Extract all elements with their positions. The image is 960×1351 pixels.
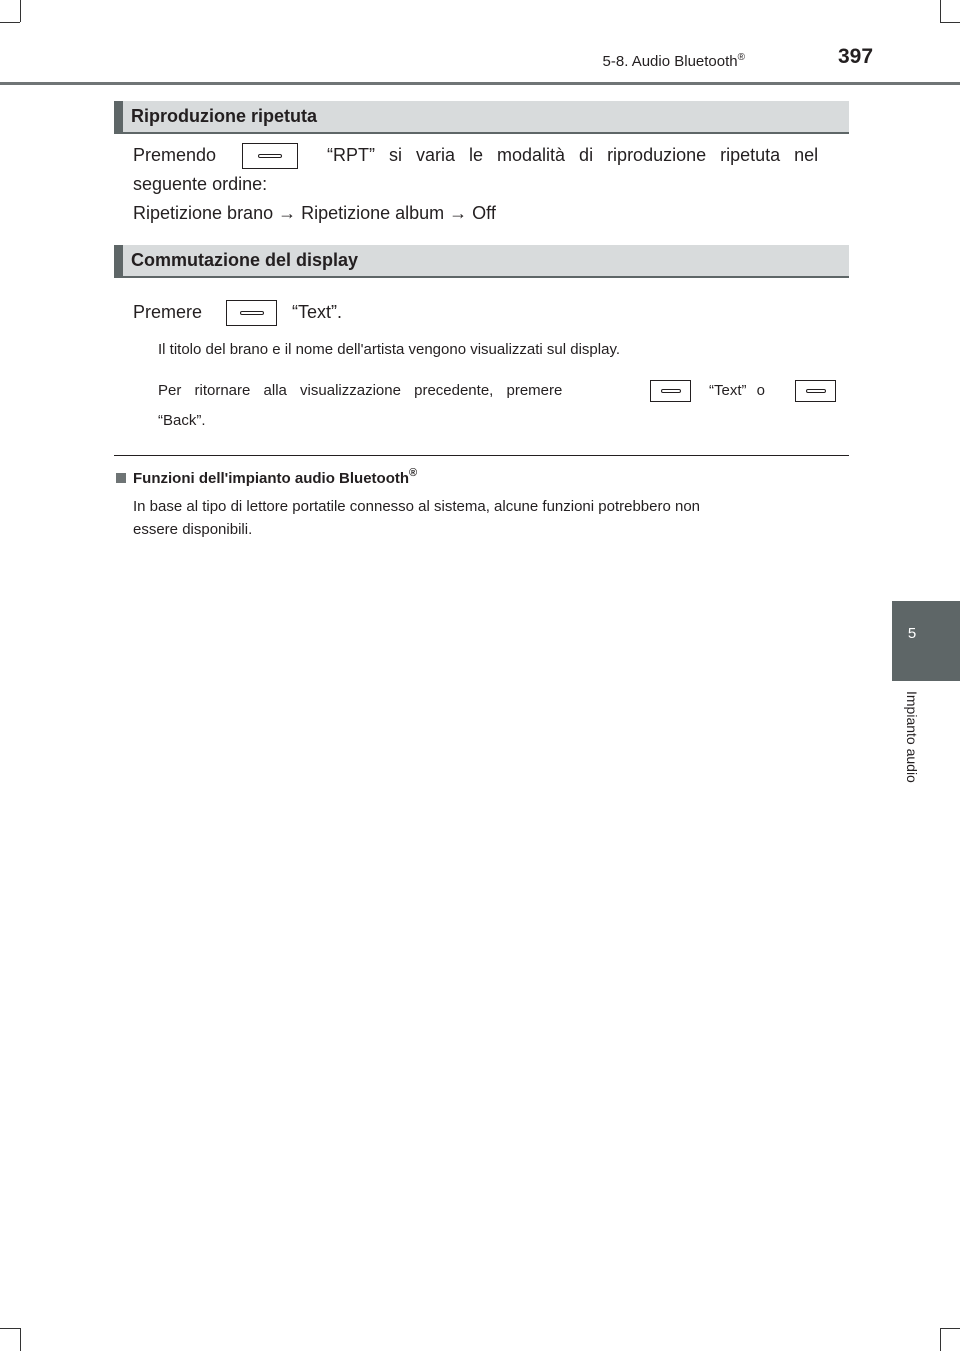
text-button-icon: [650, 380, 691, 402]
section-title: 5-8. Audio Bluetooth: [602, 53, 738, 70]
body-text: seguente ordine:: [133, 174, 268, 194]
registered-mark: ®: [409, 467, 418, 479]
chapter-tab-label: [892, 681, 932, 831]
crop-mark: [940, 0, 941, 22]
note-text: Il titolo del brano e il nome dell'artista vengono visualizzati sul display.: [158, 341, 620, 358]
note-text: “Back”.: [158, 412, 206, 429]
crop-mark: [940, 22, 960, 23]
section-heading-repeat: [114, 101, 849, 134]
body-text: Premendo: [133, 145, 217, 165]
section-heading-text: Commutazione del display: [131, 250, 359, 270]
note-text: “Text” o: [709, 382, 766, 399]
note-text: Per ritornare alla visualizzazione precedente, premere: [158, 382, 563, 399]
body-text: “Text”.: [292, 302, 343, 322]
info-title-text: Funzioni dell'impianto audio Bluetooth: [133, 470, 410, 487]
header-rule: [0, 82, 960, 85]
chapter-tab: [892, 601, 960, 681]
crop-mark: [20, 0, 21, 22]
section-heading-text: Riproduzione ripetuta: [131, 106, 317, 126]
page-number: 397: [838, 45, 874, 68]
crop-mark: [0, 22, 20, 23]
body-text: Premere: [133, 302, 203, 322]
registered-mark: ®: [737, 52, 745, 63]
chapter-label-text: Impianto audio: [904, 691, 920, 783]
running-header: [603, 52, 745, 70]
heading-accent: [114, 101, 123, 132]
bullet-square-icon: [116, 473, 126, 483]
info-title: [133, 467, 417, 487]
back-button-icon: [795, 380, 836, 402]
crop-mark: [20, 1328, 21, 1351]
section-heading-display: [114, 245, 849, 278]
divider: [114, 455, 849, 456]
info-body: essere disponibili.: [133, 521, 253, 538]
body-text: Ripetizione brano → Ripetizione album → Off: [133, 203, 496, 223]
chapter-number: 5: [907, 625, 917, 642]
rpt-button-icon: [242, 143, 298, 169]
crop-mark: [940, 1328, 941, 1351]
crop-mark: [0, 1328, 20, 1329]
crop-mark: [940, 1328, 960, 1329]
body-text: “RPT” si varia le modalità di riproduzione ripetuta nel: [327, 145, 819, 165]
heading-accent: [114, 245, 123, 276]
info-body: In base al tipo di lettore portatile connesso al sistema, alcune funzioni potrebbero non: [133, 498, 701, 515]
text-button-icon: [226, 300, 277, 326]
